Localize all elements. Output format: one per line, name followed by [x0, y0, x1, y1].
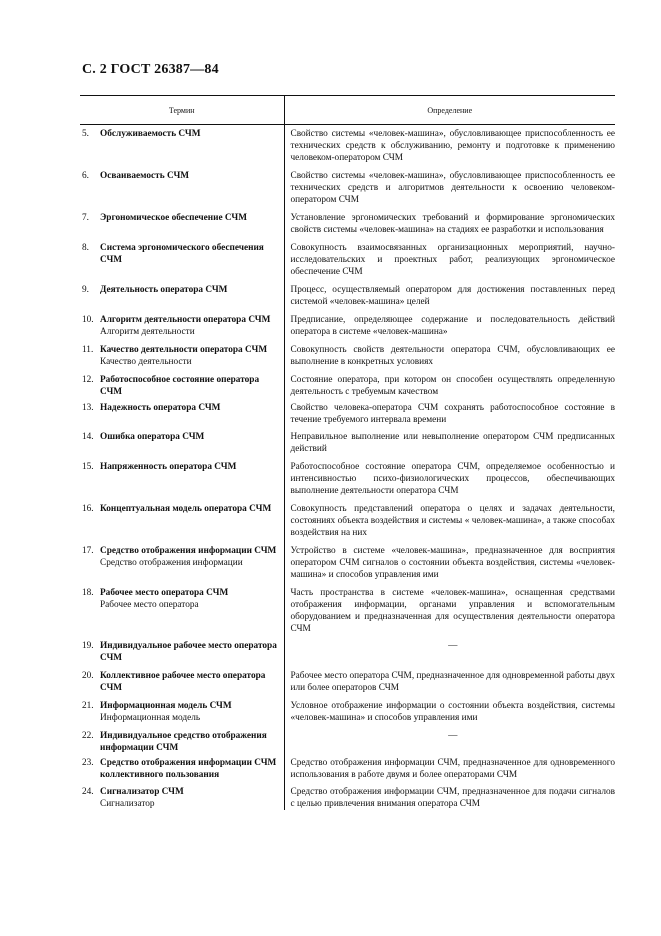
table-row [80, 206, 615, 236]
term-number: 7. [82, 213, 89, 223]
table-row [80, 338, 615, 368]
definition-text: Совокупность представлений оператора о целях и задачах деятельности, состояниях объекта воздействия и системы « человек-машина», а также способах воздействия на них [290, 504, 615, 538]
term-text [100, 670, 278, 694]
term-name: Обслуживаемость СЧМ [100, 129, 201, 139]
term-number: 12. [82, 375, 94, 385]
definition-cell [284, 455, 615, 497]
definition-cell [284, 398, 615, 426]
definition-cell [284, 497, 615, 539]
definition-text: Часть пространства в системе «человек-машина», оснащенная средствами отображения информации, органами управления и вспомогательным оборудованием и предназначенная для осуществления деятельности оператора СЧМ [290, 588, 615, 634]
definition-text: Предписание, определяющее содержание и последовательность действий оператора в системе «человек-машина» [290, 315, 615, 337]
term-cell [80, 278, 284, 308]
term-cell [80, 724, 284, 754]
term-text [100, 170, 278, 182]
term-number: 19. [82, 641, 94, 651]
term-number: 16. [82, 504, 94, 514]
term-text [100, 587, 278, 611]
term-short-form: Алгоритм деятельности [100, 327, 195, 337]
term-entry [80, 640, 284, 664]
term-text [100, 730, 278, 754]
table-row [80, 781, 615, 810]
term-text [100, 128, 278, 140]
terms-table [80, 95, 615, 810]
term-text [100, 700, 278, 724]
term-name: Ошибка оператора СЧМ [100, 432, 205, 442]
definition-text: Работоспособное состояние оператора СЧМ, определяемое особенностью и интенсивностью психо-физиологических процессов, обеспечивающих выполнение деятельности оператора СЧМ [290, 462, 615, 496]
term-cell [80, 664, 284, 694]
term-entry [80, 374, 284, 398]
term-text [100, 431, 278, 443]
term-name: Индивидуальное средство отображения информации СЧМ [100, 731, 267, 753]
term-entry [80, 587, 284, 611]
definition-cell [284, 724, 615, 754]
term-cell [80, 236, 284, 278]
term-entry [80, 700, 284, 724]
table-row [80, 125, 615, 165]
term-cell [80, 455, 284, 497]
term-text [100, 786, 278, 810]
term-text [100, 314, 278, 338]
table-row [80, 278, 615, 308]
definition-cell [284, 338, 615, 368]
table-row [80, 308, 615, 338]
term-number: 11. [82, 345, 94, 355]
term-name: Индивидуальное рабочее место оператора СЧМ [100, 641, 277, 663]
term-entry [80, 344, 284, 368]
term-entry [80, 670, 284, 694]
term-entry [80, 284, 284, 296]
term-cell [80, 398, 284, 426]
term-entry [80, 786, 284, 810]
table-row [80, 497, 615, 539]
definition-cell [284, 164, 615, 206]
term-cell [80, 308, 284, 338]
definition-text: Установление эргономических требований и формирование эргономических свойств системы «человек-машина» на стадиях ее разработки и использования [290, 213, 615, 235]
term-text [100, 461, 278, 473]
term-cell [80, 426, 284, 455]
term-short-form: Сигнализатор [100, 799, 155, 809]
term-text [100, 545, 278, 569]
definition-text: Условное отображение информации о состоянии объекта воздействия, системы «человек-машина» и способов управления ими [290, 701, 615, 723]
term-number: 23. [82, 758, 94, 768]
term-number: 24. [82, 787, 94, 797]
definition-cell [284, 426, 615, 455]
definition-text: Совокупность свойств деятельности оператора СЧМ, обусловливающих ее выполнение в конкретных условиях [290, 345, 615, 367]
term-number: 13. [82, 403, 94, 413]
term-number: 8. [82, 243, 89, 253]
term-name: Осваиваемость СЧМ [100, 171, 190, 181]
table-row [80, 368, 615, 398]
term-entry [80, 545, 284, 569]
definition-dash: — [448, 731, 458, 741]
definition-text: Свойство системы «человек-машина», обусловливающее приспособленность ее технических средств и алгоритмов деятельности к освоению человеком-оператором СЧМ [290, 171, 615, 205]
term-text [100, 402, 278, 414]
definition-text: Свойство человека-оператора СЧМ сохранять работоспособное состояние в течение требуемого интервала времени [290, 403, 615, 425]
definition-text: Состояние оператора, при котором он способен осуществлять определенную деятельность с требуемым качеством [290, 375, 615, 397]
term-number: 15. [82, 462, 94, 472]
term-entry [80, 128, 284, 140]
definition-cell [284, 581, 615, 635]
definition-text: Рабочее место оператора СЧМ, предназначенное для одновременной работы двух или более операторов СЧМ [290, 671, 615, 693]
definition-text: Неправильное выполнение или невыполнение оператором СЧМ предписанных действий [290, 432, 615, 454]
term-number: 18. [82, 588, 94, 598]
term-text [100, 757, 278, 781]
definition-text: Процесс, осуществляемый оператором для достижения поставленных перед системой «человек-машина» целей [290, 285, 615, 307]
term-entry [80, 402, 284, 414]
term-name: Концептуальная модель оператора СЧМ [100, 504, 272, 514]
definition-cell [284, 236, 615, 278]
term-cell [80, 497, 284, 539]
term-name: Система эргономического обеспечения СЧМ [100, 243, 264, 265]
term-name: Сигнализатор СЧМ [100, 787, 184, 797]
term-text [100, 503, 278, 515]
definition-text: Устройство в системе «человек-машина», предназначенное для восприятия оператором СЧМ сигналов о состоянии объекта воздействия, системы «человек-машина» и способов управления ими [290, 546, 615, 580]
term-entry [80, 242, 284, 266]
term-text [100, 284, 278, 296]
term-cell [80, 206, 284, 236]
term-number: 10. [82, 315, 94, 325]
table-row [80, 398, 615, 426]
term-entry [80, 170, 284, 182]
term-number: 20. [82, 671, 94, 681]
definition-text: Свойство системы «человек-машина», обусловливающее приспособленность ее технических средств к обслуживанию, ремонту и подготовке к применению человеком-оператором СЧМ [290, 129, 615, 163]
term-number: 9. [82, 285, 89, 295]
term-cell [80, 368, 284, 398]
term-entry [80, 431, 284, 443]
definition-cell [284, 754, 615, 781]
definition-text: Средство отображения информации СЧМ, предназначенное для одновременного использования в работе двумя и более операторами СЧМ [290, 758, 615, 780]
term-entry [80, 730, 284, 754]
table-row [80, 236, 615, 278]
term-number: 14. [82, 432, 94, 442]
definition-cell [284, 539, 615, 581]
term-name: Алгоритм деятельности оператора СЧМ [100, 315, 271, 325]
term-cell [80, 338, 284, 368]
term-cell [80, 164, 284, 206]
term-short-form: Рабочее место оператора [100, 600, 199, 610]
term-name: Напряженность оператора СЧМ [100, 462, 237, 472]
term-text [100, 242, 278, 266]
term-entry [80, 461, 284, 473]
term-name: Коллективное рабочее место оператора СЧМ [100, 671, 266, 693]
table-row [80, 664, 615, 694]
table-header-row [80, 96, 615, 125]
term-number: 6. [82, 171, 89, 181]
term-name: Надежность оператора СЧМ [100, 403, 221, 413]
term-number: 17. [82, 546, 94, 556]
term-text [100, 344, 278, 368]
page-header: С. 2 ГОСТ 26387—84 [82, 62, 219, 77]
term-short-form: Качество деятельности [100, 357, 192, 367]
table-row [80, 754, 615, 781]
term-cell [80, 781, 284, 810]
term-number: 21. [82, 701, 94, 711]
term-text [100, 212, 278, 224]
term-short-form: Средство отображения информации [100, 558, 243, 568]
term-name: Рабочее место оператора СЧМ [100, 588, 229, 598]
term-name: Информационная модель СЧМ [100, 701, 232, 711]
table-row [80, 694, 615, 724]
term-text [100, 374, 278, 398]
term-name: Деятельность оператора СЧМ [100, 285, 228, 295]
definition-text: Совокупность взаимосвязанных организационных мероприятий, научно-исследовательских и проектных работ, реализующих эргономическое обеспечение СЧМ [290, 243, 615, 277]
term-name: Средство отображения информации СЧМ коллективного пользования [100, 758, 277, 780]
table-row [80, 426, 615, 455]
term-cell [80, 635, 284, 664]
definition-cell [284, 635, 615, 664]
table-row [80, 581, 615, 635]
term-cell [80, 754, 284, 781]
definition-cell [284, 125, 615, 165]
term-entry [80, 757, 284, 781]
term-name: Средство отображения информации СЧМ [100, 546, 277, 556]
table-body [80, 125, 615, 811]
term-name: Работоспособное состояние оператора СЧМ [100, 375, 260, 397]
term-name: Качество деятельности оператора СЧМ [100, 345, 268, 355]
table-row [80, 164, 615, 206]
term-text [100, 640, 278, 664]
definition-text: Средство отображения информации СЧМ, предназначенное для подачи сигналов с целью привлечения внимания оператора СЧМ [290, 787, 615, 809]
definition-cell [284, 664, 615, 694]
definition-cell [284, 278, 615, 308]
table-row [80, 539, 615, 581]
column-header-definition: Определение [284, 96, 615, 125]
definition-cell [284, 308, 615, 338]
definition-cell [284, 368, 615, 398]
table-row [80, 635, 615, 664]
definition-cell [284, 781, 615, 810]
term-cell [80, 581, 284, 635]
column-header-term: Термин [80, 96, 284, 125]
term-name: Эргономическое обеспечение СЧМ [100, 213, 247, 223]
definition-cell [284, 206, 615, 236]
definition-dash: — [448, 641, 458, 651]
term-cell [80, 539, 284, 581]
term-entry [80, 212, 284, 224]
table-row [80, 455, 615, 497]
term-number: 5. [82, 129, 89, 139]
term-short-form: Информационная модель [100, 713, 201, 723]
term-entry [80, 503, 284, 515]
table-row [80, 724, 615, 754]
term-number: 22. [82, 731, 94, 741]
definition-cell [284, 694, 615, 724]
term-entry [80, 314, 284, 338]
term-cell [80, 694, 284, 724]
term-cell [80, 125, 284, 165]
